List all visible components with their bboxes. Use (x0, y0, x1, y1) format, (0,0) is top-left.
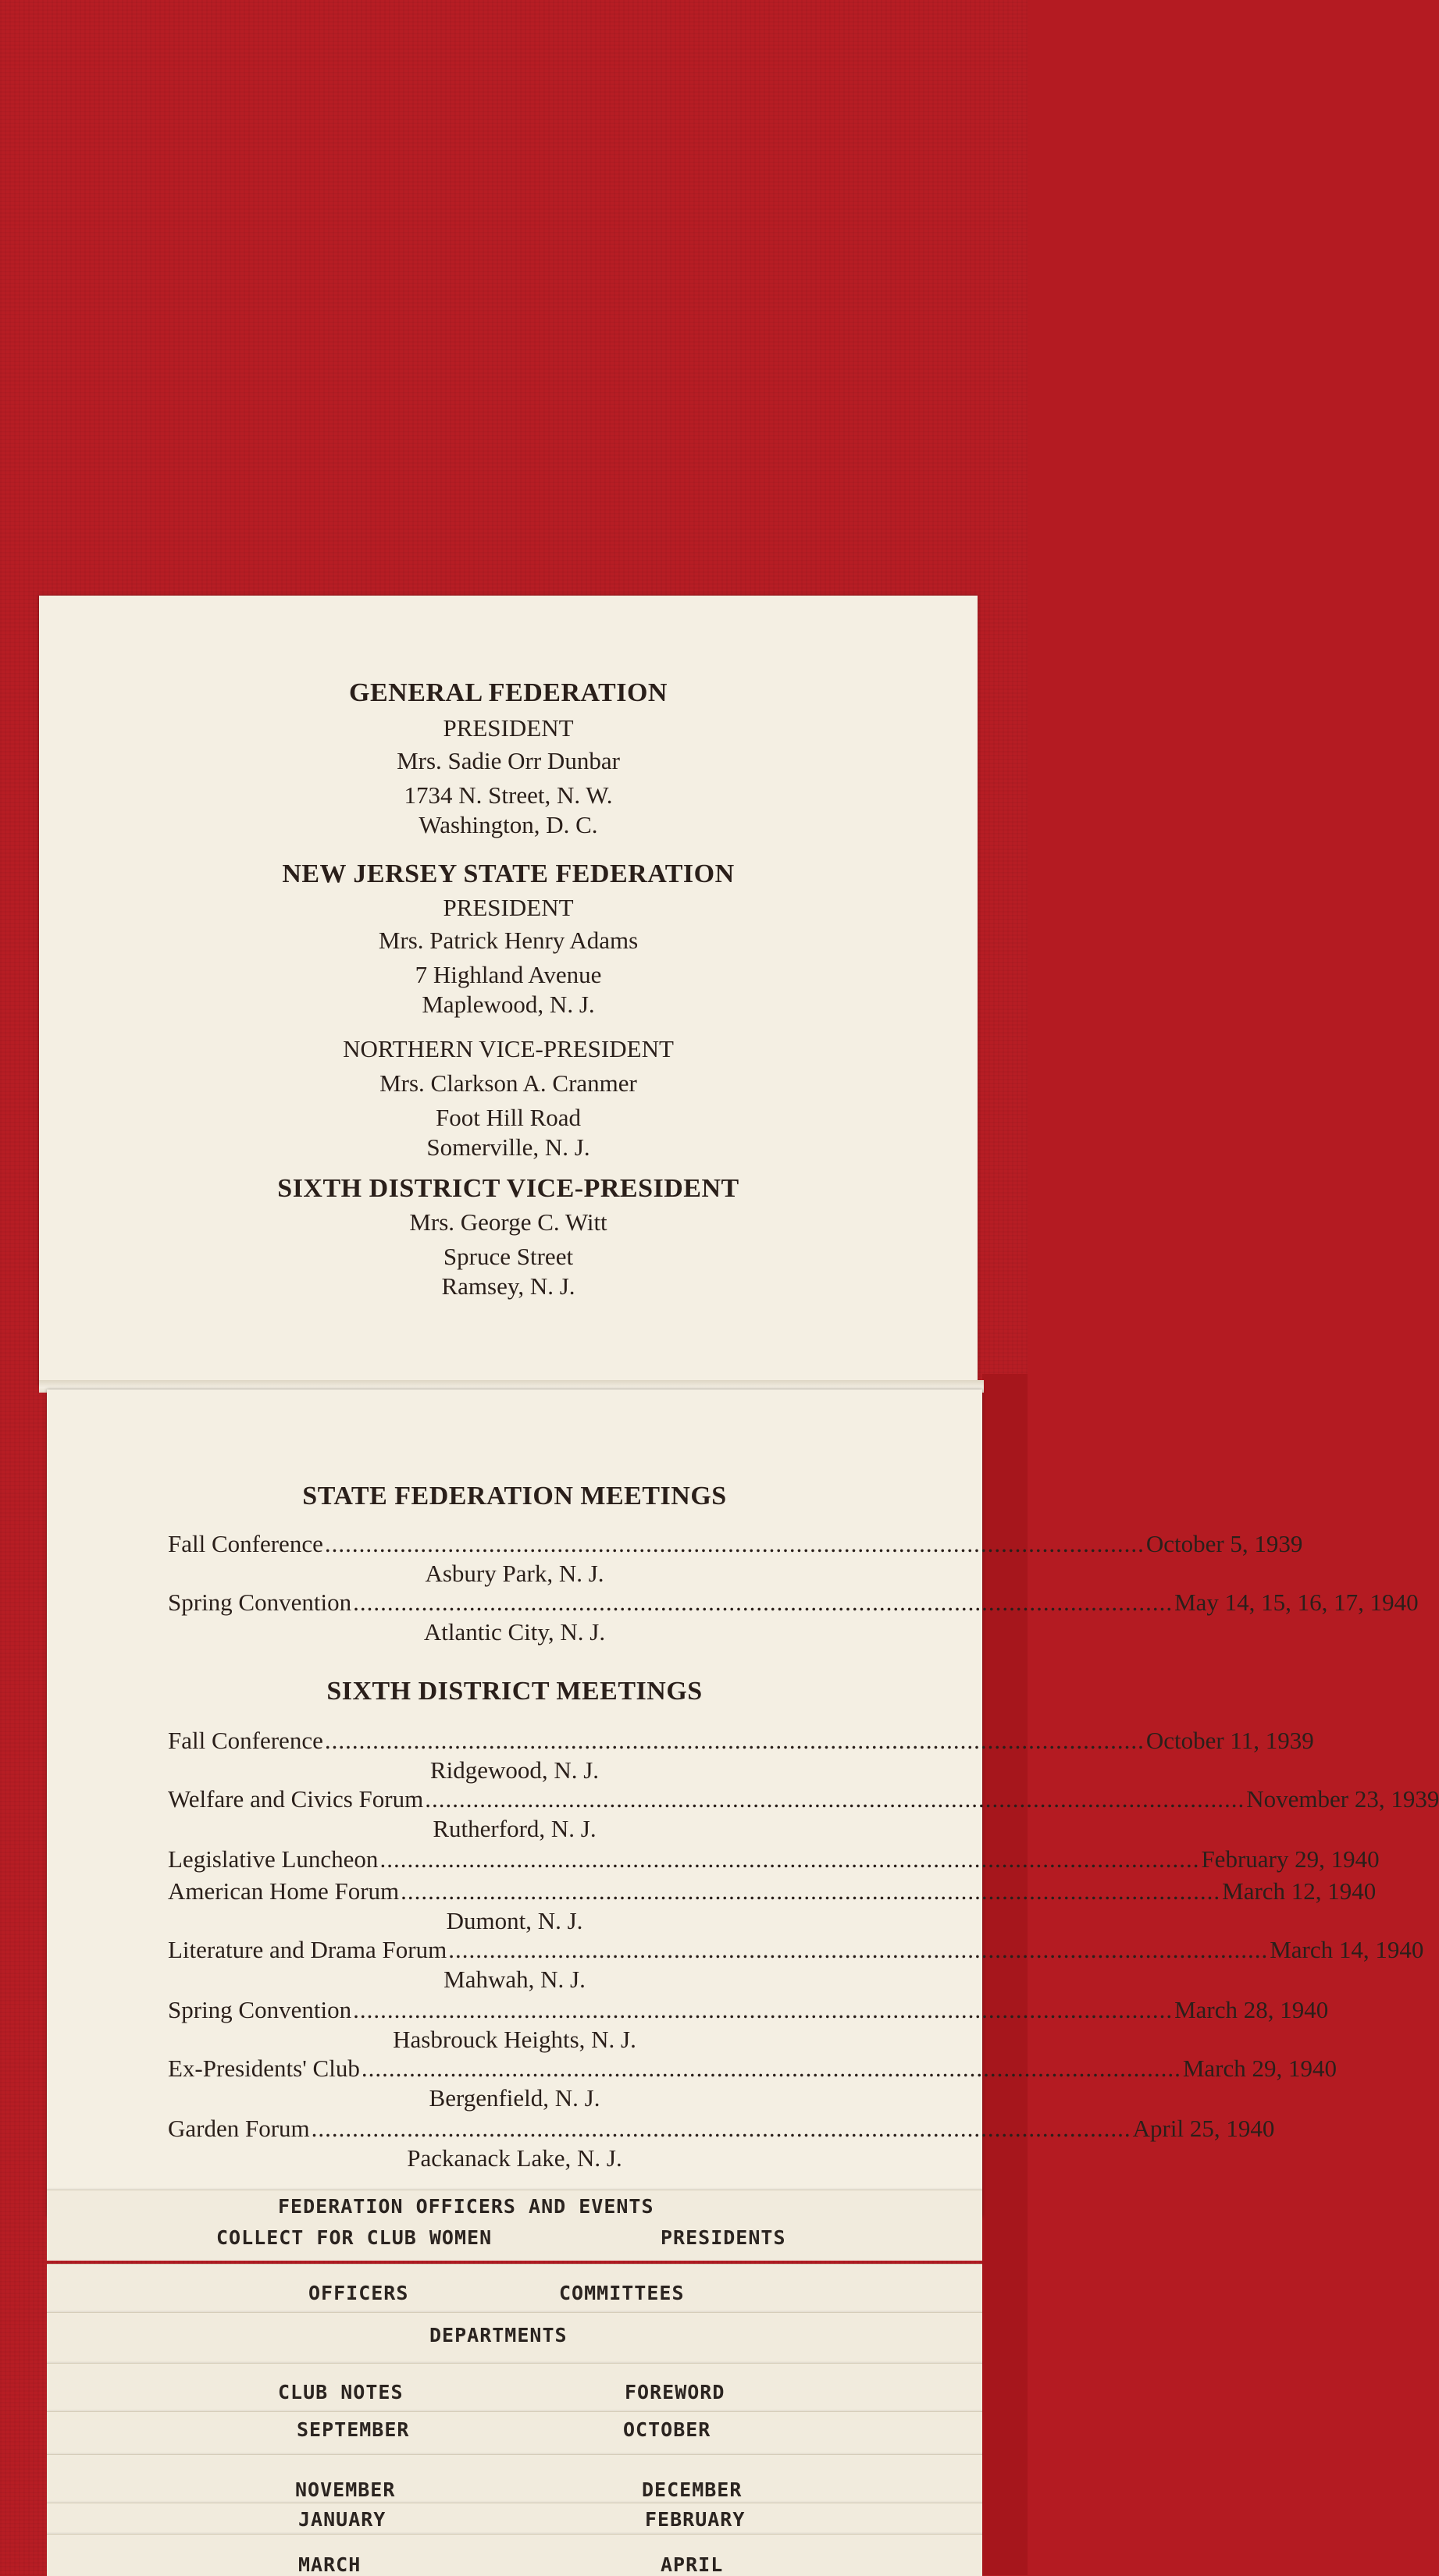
district-meeting-row (168, 1785, 1439, 1816)
state-meeting-row (168, 1530, 1303, 1561)
leader-dots: ........................................................................................................................ (425, 1785, 1245, 1813)
tab-officers[interactable] (47, 2264, 982, 2313)
tab-january[interactable] (47, 2503, 982, 2535)
northern-vp-name: Mrs. Clarkson A. Cranmer (379, 1069, 637, 1097)
meeting-location: Bergenfield, N. J. (429, 2084, 600, 2112)
tab-label: SEPTEMBER (297, 2418, 410, 2441)
state-meeting-row (168, 1589, 1419, 1620)
nj-state-federation-section (39, 859, 978, 1019)
nj-federation-role: PRESIDENT (443, 894, 574, 921)
tab-federation-officers[interactable] (47, 2190, 982, 2261)
tab-departments[interactable] (47, 2312, 982, 2364)
leader-dots: ........................................................................................................................ (353, 1589, 1174, 1616)
meeting-date: March 28, 1940 (1174, 1996, 1329, 2023)
nj-federation-address2: Maplewood, N. J. (422, 991, 595, 1018)
meeting-date: October 5, 1939 (1145, 1530, 1303, 1557)
meeting-location: Ridgewood, N. J. (429, 1756, 600, 1784)
leader-dots: ........................................................................................................................ (324, 1727, 1145, 1754)
tab-label: COLLECT FOR CLUB WOMEN (216, 2226, 493, 2249)
meeting-event: Garden Forum (168, 2115, 310, 2142)
leader-dots: ........................................................................................................................ (448, 1936, 1269, 1963)
meeting-location: Dumont, N. J. (446, 1907, 583, 1934)
leader-dots: ........................................................................................................................ (311, 2115, 1131, 2142)
tab-label: OFFICERS (308, 2282, 409, 2304)
meeting-location: Atlantic City, N. J. (423, 1618, 606, 1646)
tab-label: CLUB NOTES (278, 2381, 404, 2403)
meetings-page (47, 1389, 1439, 2217)
tab-label: OCTOBER (623, 2418, 711, 2441)
tab-march[interactable] (47, 2534, 982, 2576)
tab-label: MARCH (298, 2553, 362, 2576)
meeting-location: Packanack Lake, N. J. (407, 2144, 622, 2172)
general-federation-section (39, 678, 978, 840)
meeting-event: American Home Forum (168, 1877, 400, 1905)
district-meeting-row (168, 1936, 1424, 1967)
district-meeting-row (168, 2055, 1337, 2086)
tab-label: FEDERATION OFFICERS AND EVENTS (278, 2195, 654, 2218)
tab-label: DECEMBER (642, 2478, 743, 2501)
sixth-district-vp-address2: Ramsey, N. J. (441, 1272, 575, 1300)
tab-label: COMMITTEES (559, 2282, 685, 2304)
general-federation-address1: 1734 N. Street, N. W. (404, 781, 613, 809)
tab-label: FEBRUARY (645, 2508, 746, 2531)
meeting-date: March 14, 1940 (1270, 1936, 1424, 1963)
leader-dots: ........................................................................................................................ (379, 1845, 1200, 1873)
sixth-district-vp-address1: Spruce Street (443, 1243, 574, 1270)
district-meeting-row (168, 1877, 1377, 1909)
district-meeting-row (168, 1996, 1329, 2027)
officers-page (39, 596, 978, 1386)
meeting-date: April 25, 1940 (1132, 2115, 1275, 2142)
sixth-district-vp-title: SIXTH DISTRICT VICE-PRESIDENT (277, 1174, 739, 1203)
meeting-event: Literature and Drama Forum (168, 1936, 447, 1963)
leader-dots: ........................................................................................................................ (353, 1996, 1174, 2023)
tab-label: JANUARY (298, 2508, 386, 2531)
district-meeting-row (168, 1845, 1380, 1877)
meeting-date: March 29, 1940 (1182, 2055, 1337, 2082)
tab-november[interactable] (47, 2454, 982, 2503)
leader-dots: ........................................................................................................................ (324, 1530, 1145, 1557)
sixth-district-vp-name: Mrs. George C. Witt (409, 1208, 607, 1236)
district-meeting-row (168, 2115, 1275, 2146)
sixth-district-vp-section (39, 1173, 978, 1301)
meeting-event: Ex-Presidents' Club (168, 2055, 360, 2082)
meeting-location: Hasbrouck Heights, N. J. (393, 2026, 636, 2053)
leader-dots: ........................................................................................................................ (361, 2055, 1181, 2082)
tab-label: NOVEMBER (295, 2478, 396, 2501)
nj-federation-title: NEW JERSEY STATE FEDERATION (282, 859, 735, 888)
meeting-event: Spring Convention (168, 1589, 352, 1616)
meeting-date: May 14, 15, 16, 17, 1940 (1174, 1589, 1419, 1616)
meeting-event: Legislative Luncheon (168, 1845, 379, 1873)
northern-vp-section (39, 1034, 978, 1162)
meeting-event: Spring Convention (168, 1996, 352, 2023)
meeting-event: Welfare and Civics Forum (168, 1785, 424, 1813)
meeting-location: Asbury Park, N. J. (425, 1560, 604, 1587)
state-meetings-title: STATE FEDERATION MEETINGS (302, 1482, 727, 1510)
tab-club-notes[interactable] (47, 2363, 982, 2412)
tab-september[interactable] (47, 2411, 982, 2455)
meeting-date: October 11, 1939 (1145, 1727, 1314, 1754)
nj-federation-name: Mrs. Patrick Henry Adams (378, 927, 639, 954)
general-federation-name: Mrs. Sadie Orr Dunbar (397, 747, 620, 774)
general-federation-role: PRESIDENT (443, 714, 574, 742)
meeting-date: November 23, 1939 (1246, 1785, 1439, 1813)
district-meetings-title: SIXTH DISTRICT MEETINGS (326, 1677, 703, 1706)
district-meeting-row (168, 1727, 1314, 1758)
meeting-date: February 29, 1940 (1201, 1845, 1380, 1873)
leader-dots: ........................................................................................................................ (401, 1877, 1221, 1905)
meeting-location: Mahwah, N. J. (443, 1966, 586, 1993)
general-federation-address2: Washington, D. C. (419, 811, 598, 838)
meeting-location: Rutherford, N. J. (433, 1815, 597, 1842)
meeting-event: Fall Conference (168, 1727, 323, 1754)
northern-vp-title: NORTHERN VICE-PRESIDENT (343, 1035, 674, 1062)
tab-label: PRESIDENTS (661, 2226, 786, 2249)
tab-label: FOREWORD (625, 2381, 725, 2403)
northern-vp-address2: Somerville, N. J. (426, 1133, 590, 1161)
nj-federation-address1: 7 Highland Avenue (415, 961, 602, 988)
tab-label: APRIL (661, 2553, 724, 2576)
meeting-event: Fall Conference (168, 1530, 323, 1557)
general-federation-title: GENERAL FEDERATION (349, 678, 668, 707)
meeting-date: March 12, 1940 (1222, 1877, 1377, 1905)
tab-label: DEPARTMENTS (429, 2324, 568, 2347)
northern-vp-address1: Foot Hill Road (435, 1104, 581, 1131)
